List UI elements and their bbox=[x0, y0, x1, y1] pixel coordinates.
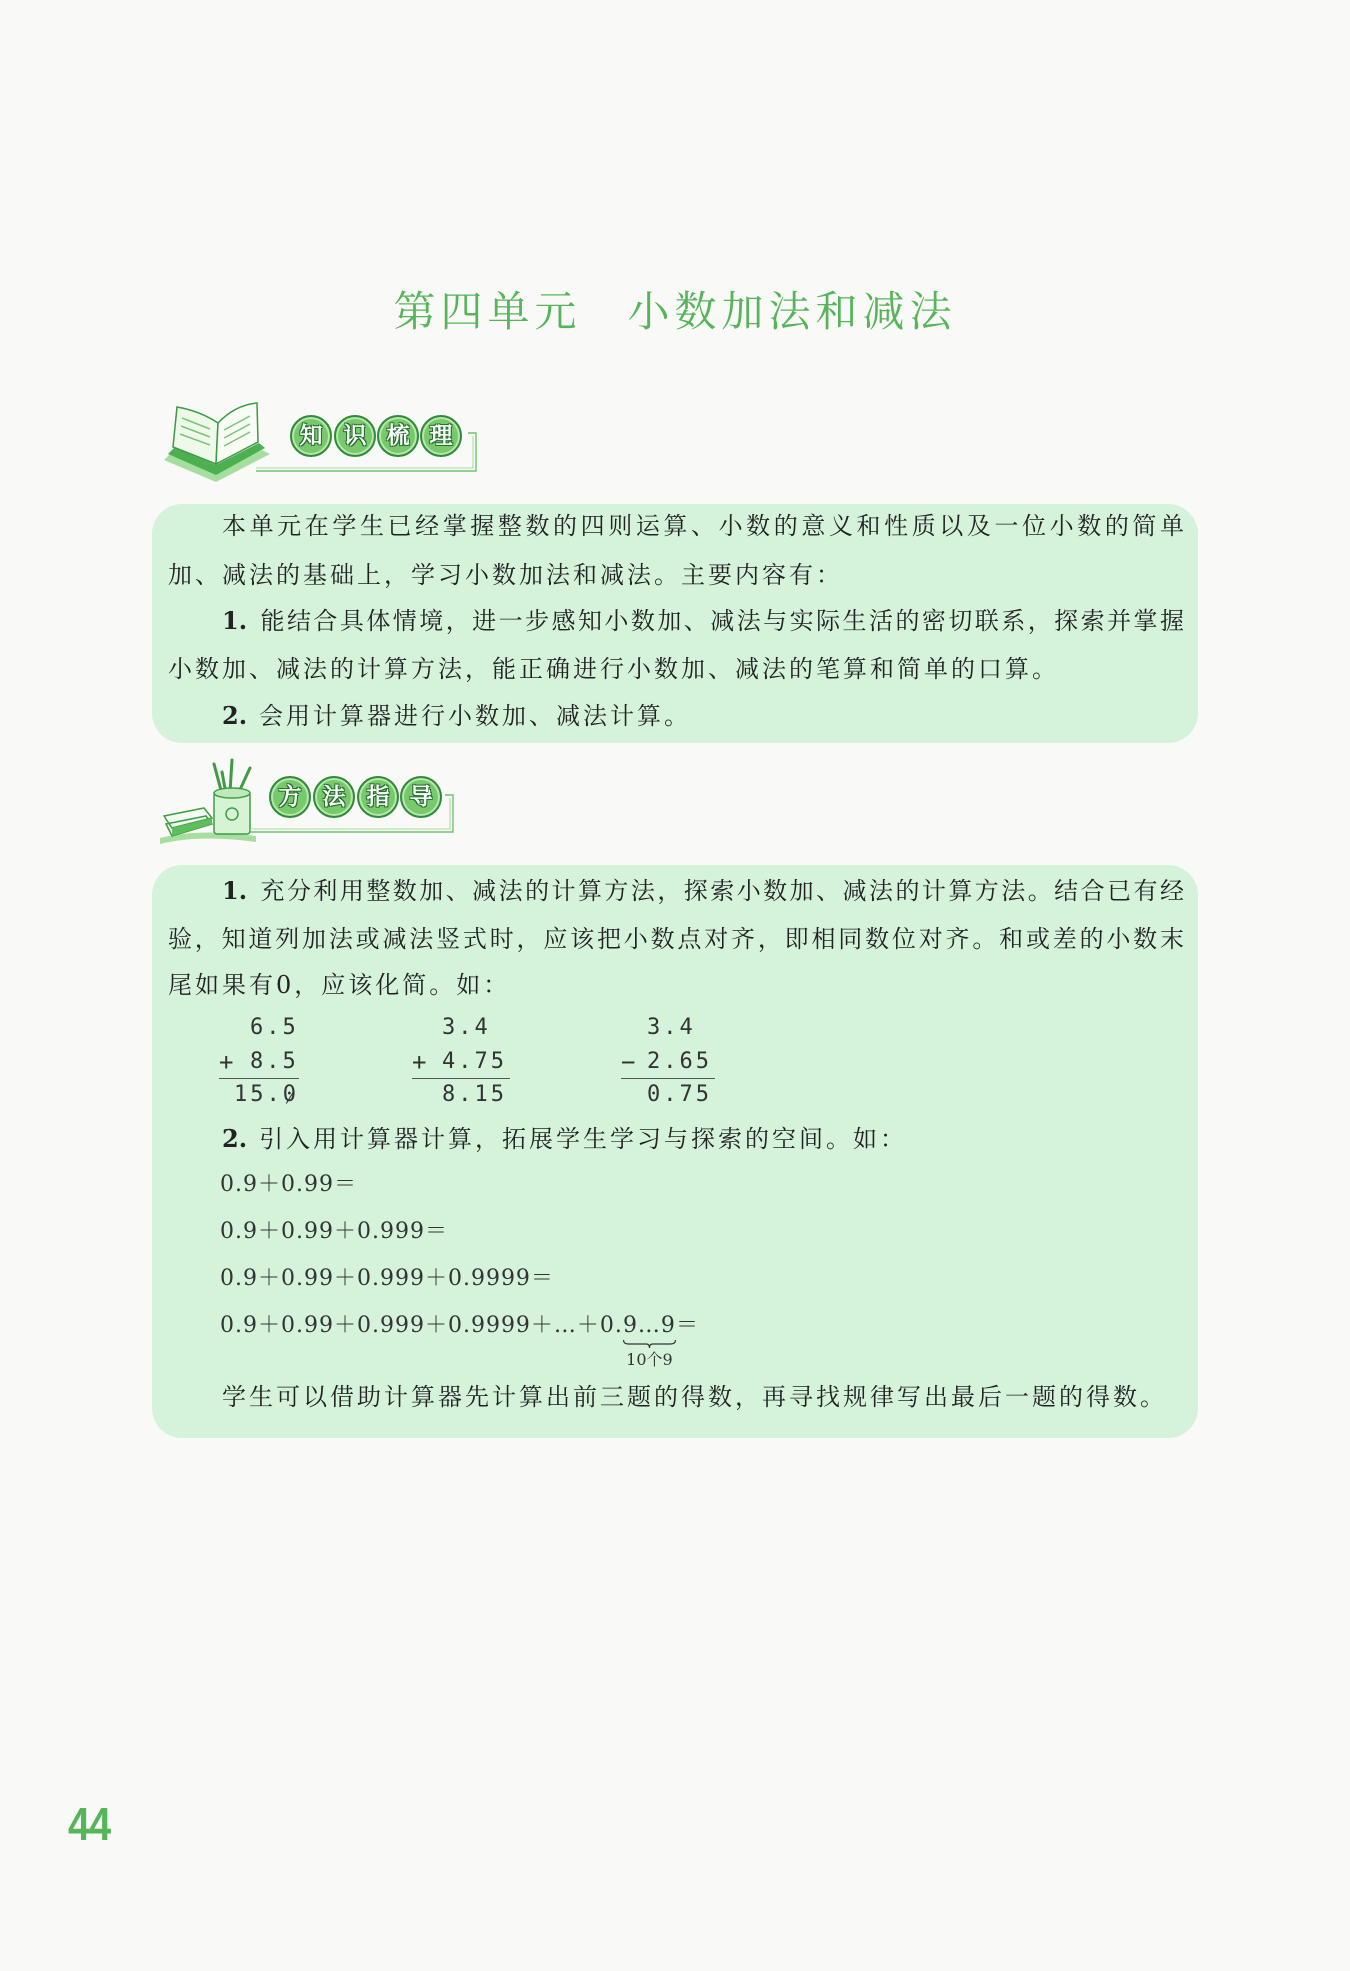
calc-rule bbox=[412, 1078, 510, 1079]
item-text: 小数加、减法的计算方法，能正确进行小数加、减法的笔算和简单的口算。 bbox=[168, 655, 1059, 683]
item-text: 能结合具体情境，进一步感知小数加、减法与实际生活的密切联系，探索并掌握 bbox=[259, 607, 1185, 635]
heading-badge: 法 bbox=[313, 776, 355, 818]
item-number: 1. bbox=[222, 606, 248, 635]
calc-result bbox=[234, 1080, 299, 1110]
intro-line: 加、减法的基础上，学习小数加法和减法。主要内容有： bbox=[168, 561, 843, 589]
calc-minuend: 3.4 bbox=[647, 1015, 696, 1040]
content-item-1 bbox=[222, 604, 1185, 638]
calc-addend-top: 3.4 bbox=[442, 1015, 491, 1040]
heading-badge: 知 bbox=[290, 415, 332, 457]
heading-underline-outer bbox=[256, 433, 476, 471]
heading-badge: 导 bbox=[400, 776, 442, 818]
heading-underline-inner bbox=[250, 798, 450, 829]
calc-addend-bottom: 8.5 bbox=[250, 1049, 299, 1074]
calc-rule bbox=[621, 1078, 715, 1079]
point-text: 引入用计算器计算，拓展学生学习与探索的空间。如： bbox=[259, 1125, 908, 1153]
unit-topic: 小数加法和减法 bbox=[627, 287, 957, 336]
calc-struck-zero: 0 bbox=[282, 1082, 299, 1107]
point-text: 验，知道列加法或减法竖式时，应该把小数点对齐，即相同数位对齐。和或差的小数末 bbox=[168, 925, 1185, 953]
heading-underline bbox=[244, 786, 464, 838]
expression-2: 0.9＋0.99＋0.999＝ bbox=[220, 1219, 448, 1244]
heading-badge: 指 bbox=[357, 776, 399, 818]
point-text: 尾如果有0，应该化简。如： bbox=[168, 971, 511, 999]
calc-subtrahend: 2.65 bbox=[647, 1049, 712, 1074]
item-number: 2. bbox=[222, 701, 248, 730]
expression-4 bbox=[220, 1310, 699, 1369]
heading-badge: 理 bbox=[420, 415, 462, 457]
heading-underline-outer bbox=[250, 795, 453, 832]
point-number: 1. bbox=[222, 876, 248, 905]
method-conclusion: 学生可以借助计算器先计算出前三题的得数，再寻找规律写出最后一题的得数。 bbox=[222, 1383, 1167, 1411]
underbrace-icon bbox=[623, 1339, 676, 1349]
calc-addend-bottom: 4.75 bbox=[442, 1049, 507, 1074]
unit-title bbox=[0, 284, 1350, 340]
expression-1: 0.9＋0.99＝ bbox=[220, 1172, 357, 1197]
heading-badge: 识 bbox=[334, 415, 376, 457]
heading-badge: 方 bbox=[269, 776, 311, 818]
point-text: 充分利用整数加、减法的计算方法，探索小数加、减法的计算方法。结合已有经 bbox=[259, 877, 1185, 905]
calc-operator: + bbox=[412, 1048, 427, 1076]
braced-digits-text: 9…9 bbox=[622, 1313, 676, 1338]
expression-equals: ＝ bbox=[675, 1313, 699, 1338]
point-number: 2. bbox=[222, 1124, 248, 1153]
method-point-1 bbox=[222, 874, 1185, 908]
method-point-2 bbox=[222, 1122, 907, 1156]
underbrace-path bbox=[623, 1340, 675, 1348]
underbrace-label: 10个9 bbox=[626, 1350, 673, 1369]
heading-underline-inner bbox=[256, 436, 473, 468]
calc-addend-top: 6.5 bbox=[250, 1015, 299, 1040]
calc-rule bbox=[219, 1078, 299, 1079]
calc-result: 8.15 bbox=[442, 1082, 507, 1107]
braced-digits bbox=[622, 1310, 676, 1369]
expression-head: 0.9＋0.99＋0.999＋0.9999＋…＋0. bbox=[220, 1313, 623, 1338]
heading-underline bbox=[250, 424, 486, 476]
item-text: 会用计算器进行小数加、减法计算。 bbox=[259, 702, 692, 730]
calc-operator: + bbox=[219, 1048, 234, 1076]
expression-3: 0.9＋0.99＋0.999＋0.9999＝ bbox=[220, 1266, 554, 1291]
calc-operator: − bbox=[621, 1048, 636, 1076]
calc-result-value: 15. bbox=[234, 1082, 283, 1107]
intro-line: 本单元在学生已经掌握整数的四则运算、小数的意义和性质以及一位小数的简单 bbox=[222, 512, 1185, 540]
heading-badge: 梳 bbox=[377, 415, 419, 457]
page-number: 44 bbox=[68, 1798, 111, 1850]
content-item-2 bbox=[222, 699, 691, 733]
calc-result: 0.75 bbox=[647, 1082, 712, 1107]
unit-number: 第四单元 bbox=[393, 287, 582, 336]
